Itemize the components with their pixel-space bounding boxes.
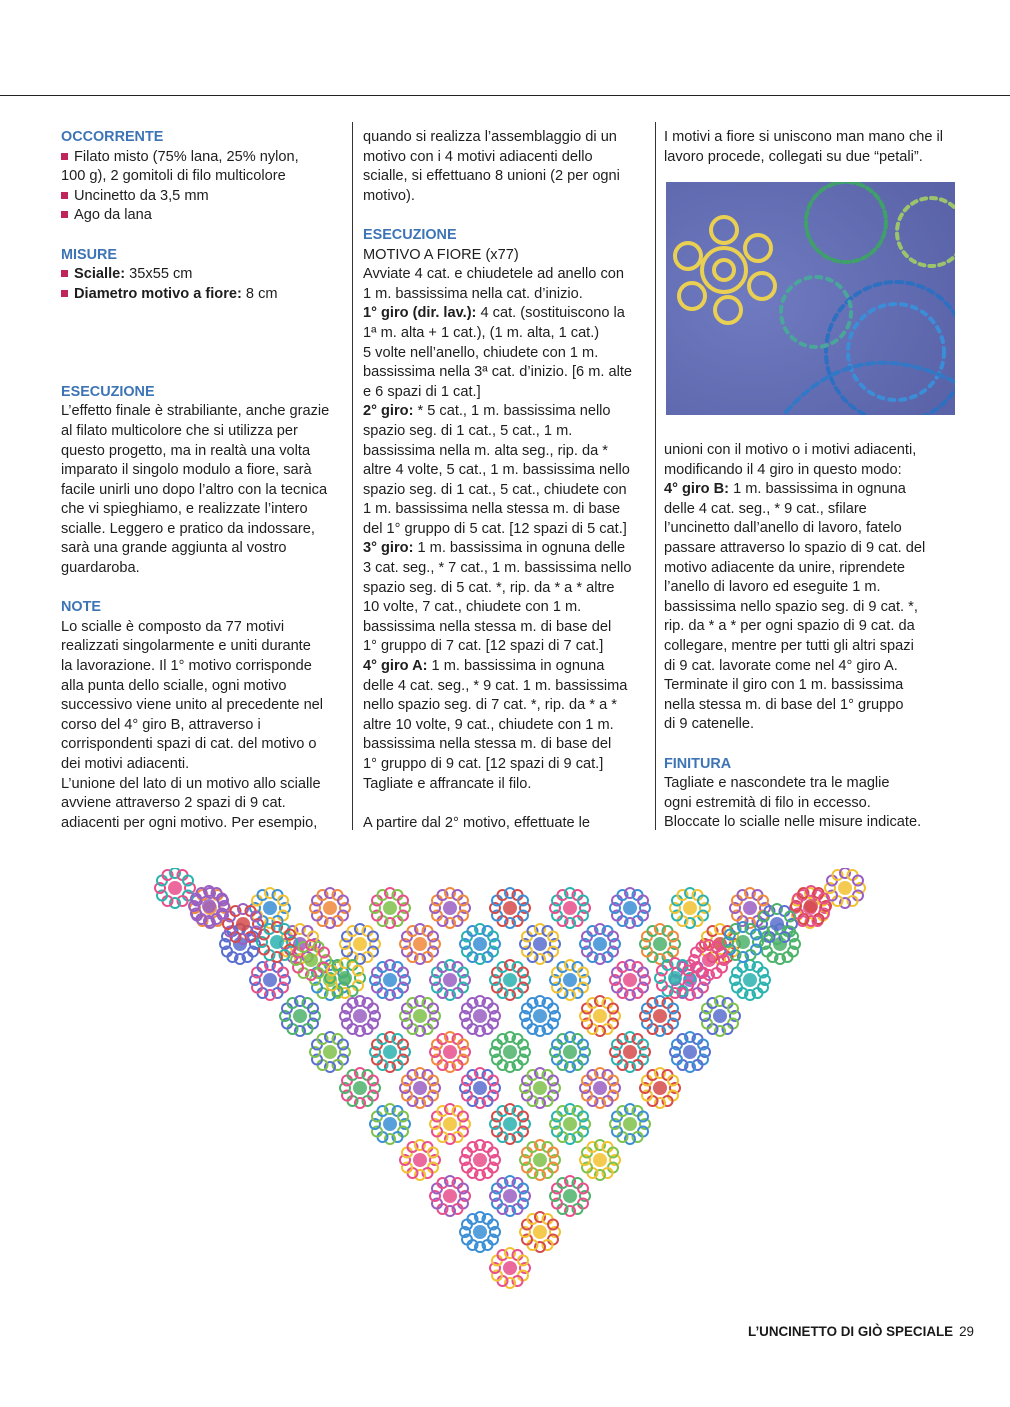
flower-motif <box>280 996 320 1036</box>
flower-motif <box>430 1176 470 1216</box>
closing-line: A partire dal 2° motivo, effettuate le <box>363 814 591 831</box>
column-3-body: unioni con il motivo o i motivi adiacenti, modificando il 4 giro in questo modo: 4° giro B: 1 m. bassissima in ognuna delle 4 cat. seg., * 9 cat., sfilare l’uncinetto dall’anello di lavoro, fatelo passare attraverso lo spazio di 9 cat. del motivo adiacente da unire, riprendete l’anello di lavoro ed eseguite 1 m. bassissima nello spazio seg. di 9 cat. *, rip. da * a * per ogni spazio di 9 cat. da collegare, mentre per tutti gli altri spazi di 9 cat. lavorate come nel 4° giro A. Terminate il giro con 1 m. bassissima nella stessa m. di base del 1° gruppo di 9 catenelle. FINITURA Tagliate e nascondete tra le maglie ogni estremità di filo in eccesso. Bloccate lo scialle nelle misure indicate. <box>664 441 954 833</box>
flower-motif <box>490 888 530 928</box>
flower-motif <box>520 996 560 1036</box>
flower-motif <box>520 1140 560 1180</box>
flower-motif <box>610 1032 650 1072</box>
flower-motif <box>550 1104 590 1144</box>
flower-motif <box>580 924 620 964</box>
flower-motif <box>520 1068 560 1108</box>
intro-text: quando si realizza l’assemblaggio di un motivo con i 4 motivi adiacenti dello scialle, si effettuano 8 unioni (2 per ogni motivo). <box>363 129 620 204</box>
flower-motif <box>490 1032 530 1072</box>
top-rule <box>0 95 1010 96</box>
flower-motif <box>640 996 680 1036</box>
flower-motif <box>730 960 770 1000</box>
giro-4a: 4° giro A: 1 m. bassissima in ognuna <box>363 658 605 675</box>
flower-motif <box>370 1032 410 1072</box>
flower-motif <box>490 1176 530 1216</box>
photo-caption: I motivi a fiore si uniscono man mano che il <box>664 129 944 145</box>
flower-motif <box>310 888 350 928</box>
giro-4b: 4° giro B: 1 m. bassissima in ognuna <box>664 481 906 498</box>
flower-motif <box>430 1032 470 1072</box>
flower-motif <box>340 1068 380 1108</box>
giro-2: 2° giro: * 5 cat., 1 m. bassissima nello <box>363 403 611 420</box>
page-number: 29 <box>959 1324 975 1339</box>
flower-motif <box>520 1212 560 1252</box>
occorrente-heading: OCCORRENTE <box>61 129 164 145</box>
note-heading: NOTE <box>61 599 101 616</box>
flower-motif <box>610 1104 650 1144</box>
bullet-square-icon <box>61 192 68 199</box>
flower-motif <box>370 960 410 1000</box>
material-item: Filato misto (75% lana, 25% nylon, <box>61 148 343 168</box>
column-divider-2 <box>655 122 656 830</box>
motivo-title: MOTIVO A FIORE (x77) <box>363 246 519 263</box>
detail-photo-image <box>666 182 955 415</box>
flower-motif <box>400 996 440 1036</box>
measure-item: Diametro motivo a fiore: 8 cm <box>61 285 343 305</box>
flower-motif <box>670 1032 710 1072</box>
bullet-square-icon <box>61 290 68 297</box>
flower-motif <box>400 1068 440 1108</box>
flower-motif <box>520 924 560 964</box>
shawl-photo <box>150 868 870 1298</box>
flower-motif <box>670 888 710 928</box>
misure-heading: MISURE <box>61 246 117 263</box>
esecuzione-heading: ESECUZIONE <box>61 383 155 400</box>
esecuzione-heading-2: ESECUZIONE <box>363 226 457 243</box>
measure-item: Scialle: 35x55 cm <box>61 265 343 285</box>
photo-caption: lavoro procede, collegati su due “petali”. <box>664 148 923 165</box>
flower-motif <box>550 960 590 1000</box>
page-footer <box>748 1324 974 1339</box>
flower-motif <box>490 1248 530 1288</box>
flower-motif <box>640 1068 680 1108</box>
flower-motif <box>430 888 470 928</box>
flower-motif <box>825 868 865 908</box>
flower-motif <box>370 1104 410 1144</box>
material-item: Ago da lana <box>61 206 343 226</box>
flower-motif <box>155 868 195 908</box>
flower-motif <box>400 924 440 964</box>
flower-motif <box>550 1032 590 1072</box>
flower-motif <box>723 922 763 962</box>
flower-motif <box>610 888 650 928</box>
magazine-name: L’UNCINETTO DI GIÒ SPECIALE <box>748 1324 954 1339</box>
flower-motif <box>490 960 530 1000</box>
esecuzione-text: L’effetto finale è strabiliante, anche grazie al filato multicolore che si utilizza per questo progetto, ma in realtà una volta imparato il singolo modulo a fiore, sarà facile unirli uno dopo l’altro con la tecnica che vi spieghiamo, e realizzate l’intero scialle. Leggero e pratico da indossare, sarà una grande aggiunta al vostro guardaroba. <box>61 403 330 577</box>
column-1 <box>61 128 343 833</box>
flower-motif <box>460 924 500 964</box>
giro-1: 1° giro (dir. lav.): 4 cat. (sostituiscono la <box>363 305 625 322</box>
detail-photo <box>666 182 955 415</box>
flower-motif <box>430 960 470 1000</box>
flower-motif <box>460 1212 500 1252</box>
bullet-square-icon <box>61 270 68 277</box>
flower-motif <box>580 996 620 1036</box>
flower-motif <box>580 1068 620 1108</box>
flower-motif <box>430 1104 470 1144</box>
bullet-square-icon <box>61 211 68 218</box>
column-divider-1 <box>352 122 353 830</box>
flower-motif <box>310 1032 350 1072</box>
column-3 <box>664 128 954 167</box>
flower-motif <box>550 1176 590 1216</box>
flower-motif <box>460 1068 500 1108</box>
flower-motif <box>550 888 590 928</box>
flower-motif <box>580 1140 620 1180</box>
start-line: Avviate 4 cat. e chiudetele ad anello con <box>363 266 624 283</box>
column-2: quando si realizza l’assemblaggio di un motivo con i 4 motivi adiacenti dello scialle, si effettuano 8 unioni (2 per ogni motivo). ESECUZIONE MOTIVO A FIORE (x77) Avviate 4 cat. e chiudetele ad anello con 1 m. bassissima nella cat. d’inizio. 1° giro (dir. lav.): 4 cat. (sostituiscono la 1ª m. alta + 1 cat.), (1 m. alta, 1 cat.) 5 volte nell’anello, chiudete con 1 m. bassissima nella 3ª cat. d’inizio. [6 m. alte e 6 spazi di 1 cat.] 2° giro: * 5 cat., 1 m. bassissima nello spazio seg. di 1 cat., 5 cat., 1 m. bassissima nella m. alta seg., rip. da * altre 4 volte, 5 cat., 1 m. bassissima nello spazio seg. di 1 cat., 5 cat., chiudete con 1 m. bassissima nella stessa m. di base del 1° gruppo di 5 cat. [12 spazi di 5 cat.] 3° giro: 1 m. bassissima in ognuna delle 3 cat. seg., * 7 cat., 1 m. bassissima nello spazio seg. di 5 cat. *, rip. da * a * altre 10 volte, 7 cat., chiudete con 1 m. bassissima nella stessa m. di base del 1° gruppo di 7 cat. [12 spazi di 7 cat.] 4° giro A: 1 m. bassissima in ognuna delle 4 cat. seg., * 9 cat. 1 m. bassissima nello spazio seg. di 7 cat. *, rip. da * a * altre 10 volte, 9 cat., chiudete con 1 m. bassissima nella stessa m. di base del 1° gruppo di 9 cat. [12 spazi di 9 cat.] Tagliate e affrancate il filo. A partire dal 2° motivo, effettuate le <box>363 128 648 833</box>
flower-motif <box>460 1140 500 1180</box>
flower-motif <box>490 1104 530 1144</box>
flower-motif <box>257 922 297 962</box>
flower-motif <box>700 996 740 1036</box>
flower-motif <box>250 960 290 1000</box>
flower-motif <box>370 888 410 928</box>
flower-motif <box>610 960 650 1000</box>
finitura-heading: FINITURA <box>664 755 732 772</box>
giro-3: 3° giro: 1 m. bassissima in ognuna delle <box>363 540 626 557</box>
flower-motif <box>460 996 500 1036</box>
flower-motif <box>400 1140 440 1180</box>
note-text: Lo scialle è composto da 77 motivi realizzati singolarmente e uniti durante la lavorazione. Il 1° motivo corrisponde alla punta dello scialle, ogni motivo successivo viene unito al precedente nel corso del 4° giro B, attraverso i corrispondenti spazi di cat. del motivo o dei motivi adiacenti. L’unione del lato di un motivo allo scialle avviene attraverso 2 spazi di 9 cat. adiacenti per ogni motivo. Per esempio, <box>61 618 324 831</box>
bullet-square-icon <box>61 153 68 160</box>
material-item: Uncinetto da 3,5 mm <box>61 187 343 207</box>
flower-motif <box>340 996 380 1036</box>
material-item-cont: 100 g), 2 gomitoli di filo multicolore <box>61 168 286 185</box>
start-line: 1 m. bassissima nella cat. d’inizio. <box>363 285 583 302</box>
